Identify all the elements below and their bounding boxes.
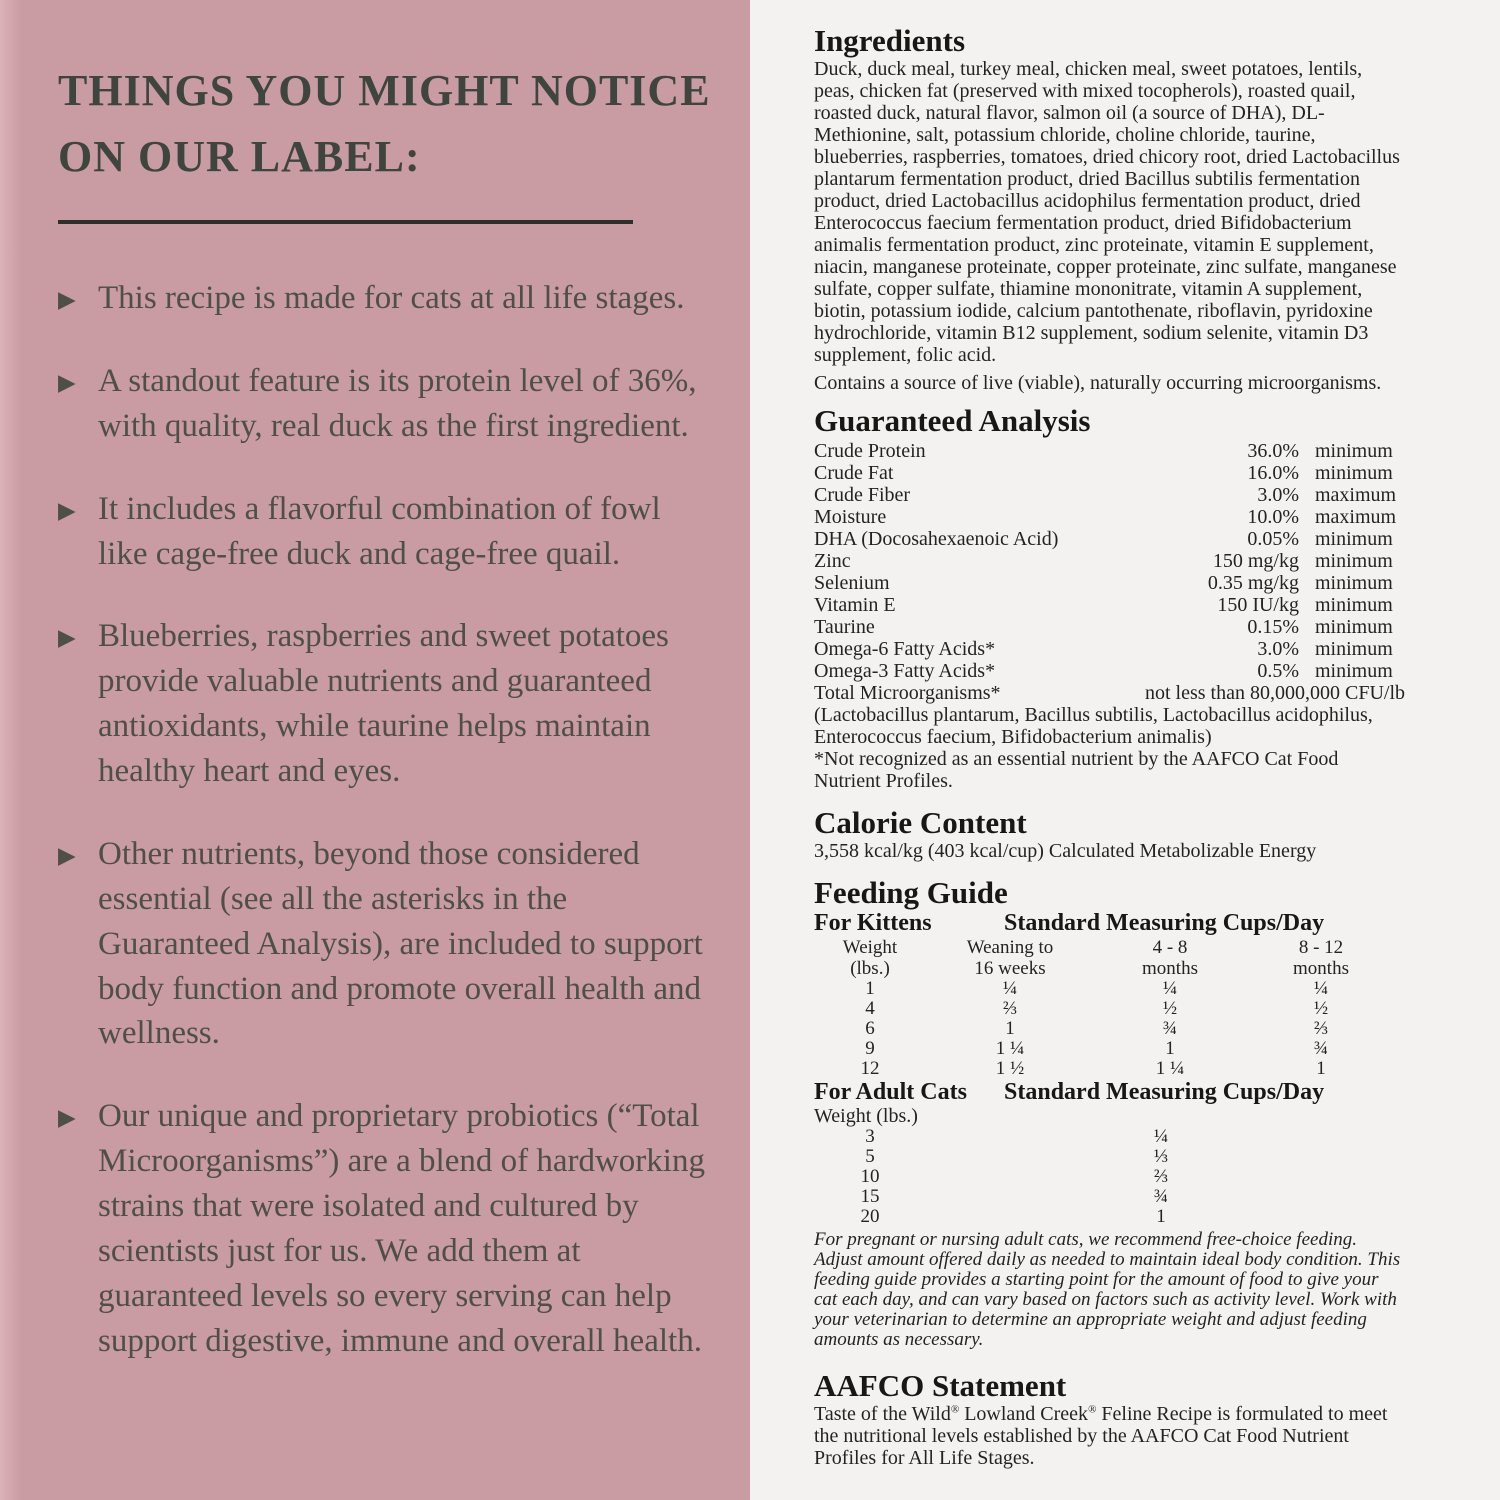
- kittens-cell: 1: [1316, 1058, 1326, 1080]
- aafco-text-part: Feline Recipe is formulated to meet the nutritional levels established by the AAFCO Cat Food Nutrient Profiles for All Life Stages.: [814, 1403, 1388, 1470]
- kittens-cups-label: Standard Measuring Cups/Day: [1004, 910, 1325, 937]
- bullet-triangle-icon: ▶: [58, 287, 76, 312]
- ga-qualifier: minimum: [1315, 440, 1393, 463]
- ga-label: DHA (Docosahexaenoic Acid): [814, 528, 1059, 551]
- bullet-item: [58, 276, 714, 321]
- bullet-list: [58, 276, 714, 1364]
- guaranteed-analysis-heading: Guaranteed Analysis: [814, 403, 1091, 439]
- kittens-cell: 1 ¼: [995, 1038, 1025, 1060]
- ga-qualifier: minimum: [1315, 616, 1393, 639]
- kittens-header-cell: 8 - 12 months: [1293, 937, 1349, 980]
- ga-value: not less than 80,000,000 CFU/lb: [1144, 682, 1405, 705]
- bullet-item: [58, 487, 714, 577]
- ga-qualifier: maximum: [1315, 484, 1397, 507]
- kittens-cell: 1 ¼: [1155, 1058, 1185, 1080]
- adult-table-header: [814, 1079, 1405, 1106]
- kittens-header-cell: Weight (lbs.): [842, 937, 898, 980]
- kittens-cell: 1: [865, 978, 875, 1000]
- ga-value: 150 mg/kg: [1212, 550, 1299, 573]
- adult-cell: ¾: [1153, 1186, 1169, 1208]
- kittens-cell: 12: [860, 1058, 880, 1080]
- aafco-statement-text: [814, 1403, 1405, 1469]
- ga-row: [814, 594, 1405, 616]
- ga-value: 3.0%: [1257, 484, 1299, 507]
- bullet-triangle-icon: ▶: [58, 369, 76, 395]
- ga-value: 3.0%: [1257, 638, 1299, 661]
- divider-rule: [58, 220, 633, 224]
- ga-label: Crude Fat: [814, 462, 894, 485]
- ga-strains: (Lactobacillus plantarum, Bacillus subtilis, Lactobacillus acidophilus, Enterococcus faecium, Bifidobacterium animalis): [814, 704, 1373, 749]
- adult-cell: 3: [865, 1126, 875, 1148]
- adult-cell: 1: [1156, 1206, 1166, 1228]
- left-panel-heading: THINGS YOU MIGHT NOTICE ON OUR LABEL:: [58, 66, 711, 181]
- ga-value: 0.35 mg/kg: [1207, 572, 1299, 595]
- ga-label: Taurine: [814, 616, 875, 639]
- ga-value: 36.0%: [1247, 440, 1299, 463]
- ga-qualifier: minimum: [1315, 462, 1393, 485]
- ga-label: Selenium: [814, 572, 890, 595]
- ga-row: [814, 528, 1405, 550]
- adult-cell: 20: [860, 1206, 880, 1228]
- ga-row: [814, 572, 1405, 594]
- microorganisms-note: Contains a source of live (viable), naturally occurring microorganisms.: [814, 372, 1382, 395]
- adult-cell: ⅓: [1153, 1146, 1169, 1168]
- kittens-cell: ¼: [1002, 978, 1018, 1000]
- kittens-cell: ½: [1313, 998, 1329, 1020]
- ga-label: Total Microorganisms*: [814, 682, 1001, 705]
- feeding-guide-heading: Feeding Guide: [814, 875, 1008, 911]
- ga-value: 150 IU/kg: [1217, 594, 1299, 617]
- ga-qualifier: minimum: [1315, 638, 1393, 661]
- right-panel: [750, 0, 1500, 1500]
- ga-label: Zinc: [814, 550, 851, 573]
- ga-row: [814, 616, 1405, 638]
- ingredients-text: Duck, duck meal, turkey meal, chicken meal, sweet potatoes, lentils, peas, chicken fat (preserved with mixed tocopherols), roasted quail, roasted duck, natural flavor, salmon oil (a source of DHA), DL-Methionine, salt, potassium chloride, choline chloride, taurine, blueberries, raspberries, tomatoes, dried chicory root, dried Lactobacillus plantarum fermentation product, dried Bacillus subtilis fermentation product, dried Lactobacillus acidophilus fermentation product, dried Enterococcus faecium fermentation product, dried Bifidobacterium animalis fermentation product, zinc proteinate, vitamin E supplement, niacin, manganese proteinate, copper proteinate, zinc sulfate, manganese sulfate, copper sulfate, thiamine mononitrate, vitamin A supplement, biotin, potassium iodide, calcium pantothenate, riboflavin, pyridoxine hydrochloride, vitamin B12 supplement, sodium selenite, vitamin D3 supplement, folic acid.: [814, 58, 1400, 367]
- kittens-cell: ¼: [1162, 978, 1178, 1000]
- ga-value: 16.0%: [1247, 462, 1299, 485]
- ingredients-heading: Ingredients: [814, 23, 966, 58]
- kittens-header-cell: 4 - 8 months: [1142, 937, 1198, 980]
- kittens-cell: 9: [865, 1038, 875, 1060]
- bullet-text: Blueberries, raspberries and sweet potatoes provide valuable nutrients and guaranteed antioxidants, while taurine helps maintain healthy heart and eyes.: [98, 618, 669, 789]
- ga-label: Moisture: [814, 506, 887, 529]
- bullet-text: A standout feature is its protein level of 36%, with quality, real duck as the first ingredient.: [98, 362, 697, 444]
- ga-value: 0.5%: [1257, 660, 1299, 683]
- ga-row: [814, 440, 1405, 462]
- bullet-text: It includes a flavorful combination of fowl like cage-free duck and cage-free quail.: [98, 490, 661, 572]
- adult-weight-label: Weight (lbs.): [814, 1105, 918, 1128]
- adult-section-label: For Adult Cats: [814, 1079, 967, 1106]
- ga-qualifier: minimum: [1315, 660, 1393, 683]
- adult-cell: ⅔: [1153, 1166, 1169, 1188]
- bullet-item: [58, 359, 714, 449]
- kittens-cell: 6: [865, 1018, 875, 1040]
- ga-value: 0.05%: [1247, 528, 1299, 551]
- ga-label: Omega-3 Fatty Acids*: [814, 660, 996, 683]
- calorie-content-text: 3,558 kcal/kg (403 kcal/cup) Calculated Metabolizable Energy: [814, 840, 1317, 863]
- guaranteed-analysis-table: [814, 440, 1405, 704]
- kittens-cell: 1: [1005, 1018, 1015, 1040]
- bullet-triangle-icon: ▶: [58, 625, 76, 651]
- bullet-item: [58, 832, 714, 1056]
- adult-cups-label: Standard Measuring Cups/Day: [1004, 1079, 1325, 1106]
- kittens-cell: 1: [1165, 1038, 1175, 1060]
- registered-mark: ®: [1088, 1403, 1097, 1416]
- aafco-text-part: Taste of the Wild: [814, 1403, 951, 1426]
- kittens-table: [814, 937, 1405, 1079]
- ga-label: Omega-6 Fatty Acids*: [814, 638, 996, 661]
- bullet-triangle-icon: ▶: [58, 842, 76, 868]
- kittens-cell: ⅔: [1002, 998, 1018, 1020]
- ga-label: Vitamin E: [814, 594, 896, 617]
- kittens-cell: ⅔: [1313, 1018, 1329, 1040]
- ga-row: [814, 462, 1405, 484]
- kittens-cell: 1 ½: [995, 1058, 1025, 1080]
- registered-mark: ®: [950, 1403, 960, 1416]
- aafco-statement-heading: AAFCO Statement: [814, 1368, 1067, 1404]
- ga-row: [814, 550, 1405, 572]
- ga-qualifier: minimum: [1315, 594, 1393, 617]
- bullet-text: Other nutrients, beyond those considered essential (see all the asterisks in the Guaranteed Analysis), are included to support body function and promote overall health and wellness.: [98, 835, 703, 1052]
- kittens-header-cell: Weaning to 16 weeks: [966, 937, 1054, 980]
- bullet-text: Our unique and proprietary probiotics (“Total Microorganisms”) are a blend of hardworking strains that were isolated and cultured by scientists just for us. We add them at guaranteed levels so every serving can help support digestive, immune and overall health.: [98, 1098, 705, 1359]
- kittens-cell: ¾: [1162, 1018, 1178, 1040]
- kittens-cell: 4: [865, 998, 875, 1020]
- ga-value: 0.15%: [1247, 616, 1299, 639]
- ga-qualifier: minimum: [1315, 572, 1393, 595]
- kittens-section-label: For Kittens: [814, 910, 932, 937]
- kittens-cell: ¾: [1313, 1038, 1329, 1060]
- ga-total-row: [814, 682, 1405, 704]
- kittens-table-header: [814, 910, 1405, 937]
- bullet-triangle-icon: ▶: [58, 497, 76, 523]
- ga-label: Crude Fiber: [814, 484, 911, 507]
- adult-cell: ¼: [1153, 1126, 1169, 1148]
- bullet-triangle-icon: ▶: [58, 1105, 76, 1131]
- ga-row: [814, 660, 1405, 682]
- adult-cell: 15: [860, 1186, 880, 1208]
- kittens-cell: ¼: [1313, 978, 1329, 1000]
- ga-qualifier: minimum: [1315, 550, 1393, 573]
- ga-qualifier: maximum: [1315, 506, 1397, 529]
- adult-table: [814, 1127, 1405, 1227]
- ga-label: Crude Protein: [814, 440, 926, 463]
- ga-qualifier: minimum: [1315, 528, 1393, 551]
- calorie-content-heading: Calorie Content: [814, 805, 1027, 841]
- bullet-text: This recipe is made for cats at all life stages.: [98, 280, 685, 316]
- kittens-cell: ½: [1162, 998, 1178, 1020]
- ga-value: 10.0%: [1247, 506, 1299, 529]
- bullet-item: [58, 614, 714, 794]
- bullet-item: [58, 1094, 714, 1363]
- adult-cell: 10: [860, 1166, 880, 1188]
- adult-cell: 5: [865, 1146, 875, 1168]
- ga-footnote: *Not recognized as an essential nutrient by the AAFCO Cat Food Nutrient Profiles.: [814, 748, 1339, 793]
- ga-row: [814, 638, 1405, 660]
- ga-row: [814, 484, 1405, 506]
- feeding-guide-note: For pregnant or nursing adult cats, we recommend free-choice feeding. Adjust amount offered daily as needed to maintain ideal body condition. This feeding guide provides a starting point for the amount of food to give your cat each day, and can vary based on factors such as activity level. Work with your veterinarian to determine an appropriate weight and adjust feeding amounts as necessary.: [814, 1229, 1401, 1351]
- ga-row: [814, 506, 1405, 528]
- aafco-text-part: Lowland Creek: [959, 1403, 1089, 1426]
